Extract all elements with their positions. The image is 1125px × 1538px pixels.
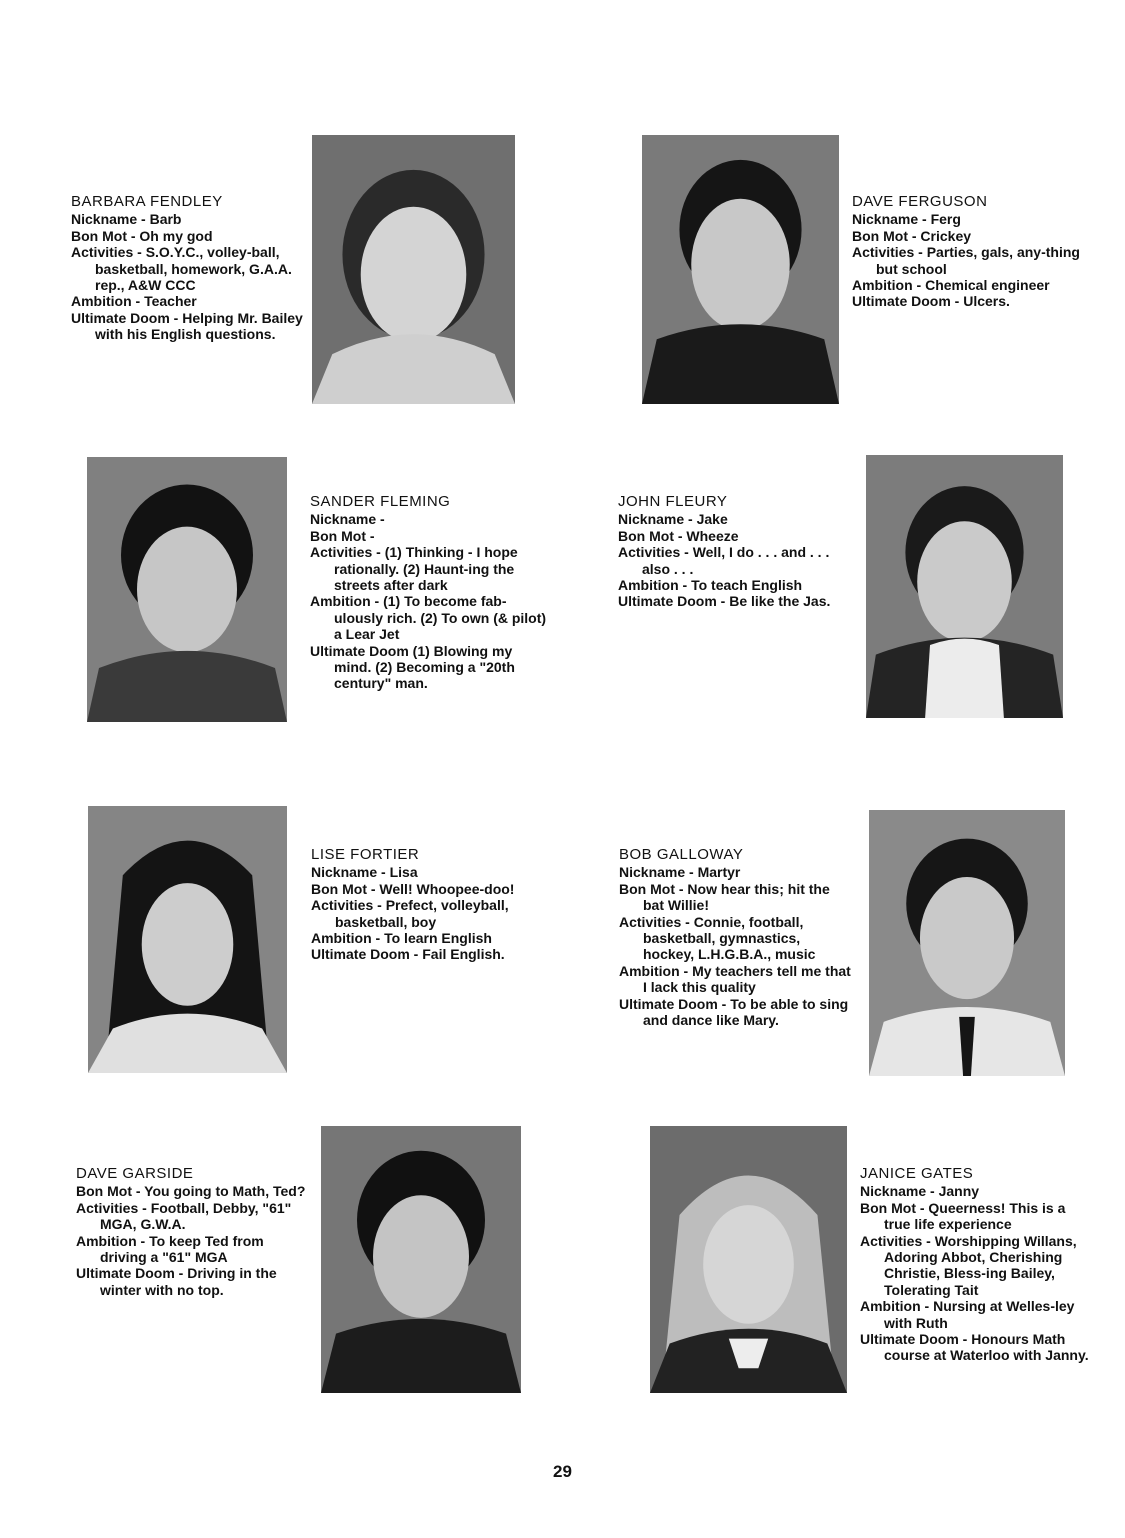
portrait-photo-dave-ferguson [642,135,839,404]
student-bio-dave-ferguson [852,194,1082,310]
bio-ambition: Ambition - (1) To become fab-ulously rich. (2) To own (& pilot) a Lear Jet [310,593,547,643]
student-name: DAVE GARSIDE [76,1165,194,1182]
bio-activities: Activities - Parties, gals, any-thing but school [852,244,1080,277]
portrait-photo-barbara-fendley [312,135,515,404]
bio-ambition: Ambition - Nursing at Welles-ley with Ruth [860,1298,1075,1331]
portrait-photo-janice-gates [650,1126,847,1393]
bio-bon-mot: Bon Mot - Well! Whoopee-doo! [311,880,515,897]
student-name: JANICE GATES [860,1165,974,1182]
student-name: DAVE FERGUSON [852,193,988,210]
bio-nickname: Nickname - Jake [618,511,728,528]
bio-ambition: Ambition - To keep Ted from driving a "61" MGA [76,1232,264,1266]
bio-nickname: Nickname - Barb [71,211,182,228]
bio-bon-mot: Bon Mot - [310,527,375,544]
bio-nickname: Nickname - Ferg [852,211,961,228]
bio-ambition: Ambition - Chemical engineer [852,277,1050,294]
student-name: LISE FORTIER [311,846,420,863]
student-name: SANDER FLEMING [310,493,451,510]
bio-ambition: Ambition - To teach English [618,577,803,594]
bio-nickname: Nickname - Janny [860,1183,980,1200]
bio-bon-mot: Bon Mot - You going to Math, Ted? [76,1183,306,1200]
bio-bon-mot: Bon Mot - Now hear this; hit the bat Willie! [619,880,830,914]
bio-nickname: Nickname - Martyr [619,864,741,881]
bio-bon-mot: Bon Mot - Queerness! This is a true life experience [860,1199,1066,1233]
bio-ambition: Ambition - My teachers tell me that I lack this quality [619,962,851,996]
bio-ultimate-doom: Ultimate Doom - Fail English. [311,946,505,963]
student-bio-john-fleury [618,494,848,610]
bio-nickname: Nickname - [310,511,385,528]
bio-bon-mot: Bon Mot - Oh my god [71,227,213,244]
bio-ultimate-doom: Ultimate Doom - Helping Mr. Bailey with his English questions. [71,309,303,343]
portrait-photo-dave-garside [321,1126,521,1393]
portrait-photo-sander-fleming [87,457,287,722]
bio-ultimate-doom: Ultimate Doom - Driving in the winter with no top. [76,1265,277,1298]
page-number: 29 [553,1462,572,1481]
bio-activities: Activities - Prefect, volleyball, basketball, boy [311,897,509,930]
student-name: JOHN FLEURY [618,493,728,510]
student-bio-sander-fleming [310,494,550,692]
bio-activities: Activities - Well, I do . . . and . . . also . . . [618,544,830,577]
bio-ultimate-doom: Ultimate Doom - To be able to sing and dance like Mary. [619,995,849,1029]
bio-ambition: Ambition - To learn English [311,930,492,947]
bio-ultimate-doom: Ultimate Doom - Be like the Jas. [618,593,831,610]
student-name: BOB GALLOWAY [619,846,744,863]
portrait-photo-lise-fortier [88,806,287,1073]
portrait-photo-john-fleury [866,455,1063,718]
student-bio-barbara-fendley [71,194,306,343]
bio-activities: Activities - Football, Debby, "61" MGA, G.W.A. [76,1199,292,1233]
bio-ultimate-doom: Ultimate Doom - Honours Math course at Waterloo with Janny. [860,1331,1089,1364]
bio-ambition: Ambition - Teacher [71,293,197,310]
bio-activities: Activities - Connie, football, basketball, gymnastics, hockey, L.H.G.B.A., music [619,913,816,963]
bio-activities: Activities - Worshipping Willans, Adoring Abbot, Cherishing Christie, Bless-ing Bailey, Tolerating Tait [860,1232,1077,1298]
student-bio-bob-galloway [619,847,851,1028]
bio-bon-mot: Bon Mot - Crickey [852,227,972,244]
bio-activities: Activities - (1) Thinking - I hope rationally. (2) Haunt-ing the streets after dark [310,544,518,594]
student-bio-janice-gates [860,1166,1090,1364]
portrait-photo-bob-galloway [869,810,1065,1076]
bio-bon-mot: Bon Mot - Wheeze [618,527,739,544]
bio-ultimate-doom: Ultimate Doom - Ulcers. [852,293,1010,310]
student-bio-dave-garside [76,1166,314,1298]
bio-nickname: Nickname - Lisa [311,864,418,881]
student-name: BARBARA FENDLEY [71,193,223,210]
student-bio-lise-fortier [311,847,551,963]
bio-activities: Activities - S.O.Y.C., volley-ball, basketball, homework, G.A.A. rep., A&W CCC [71,244,292,294]
bio-ultimate-doom: Ultimate Doom (1) Blowing my mind. (2) Becoming a "20th century" man. [310,642,515,692]
